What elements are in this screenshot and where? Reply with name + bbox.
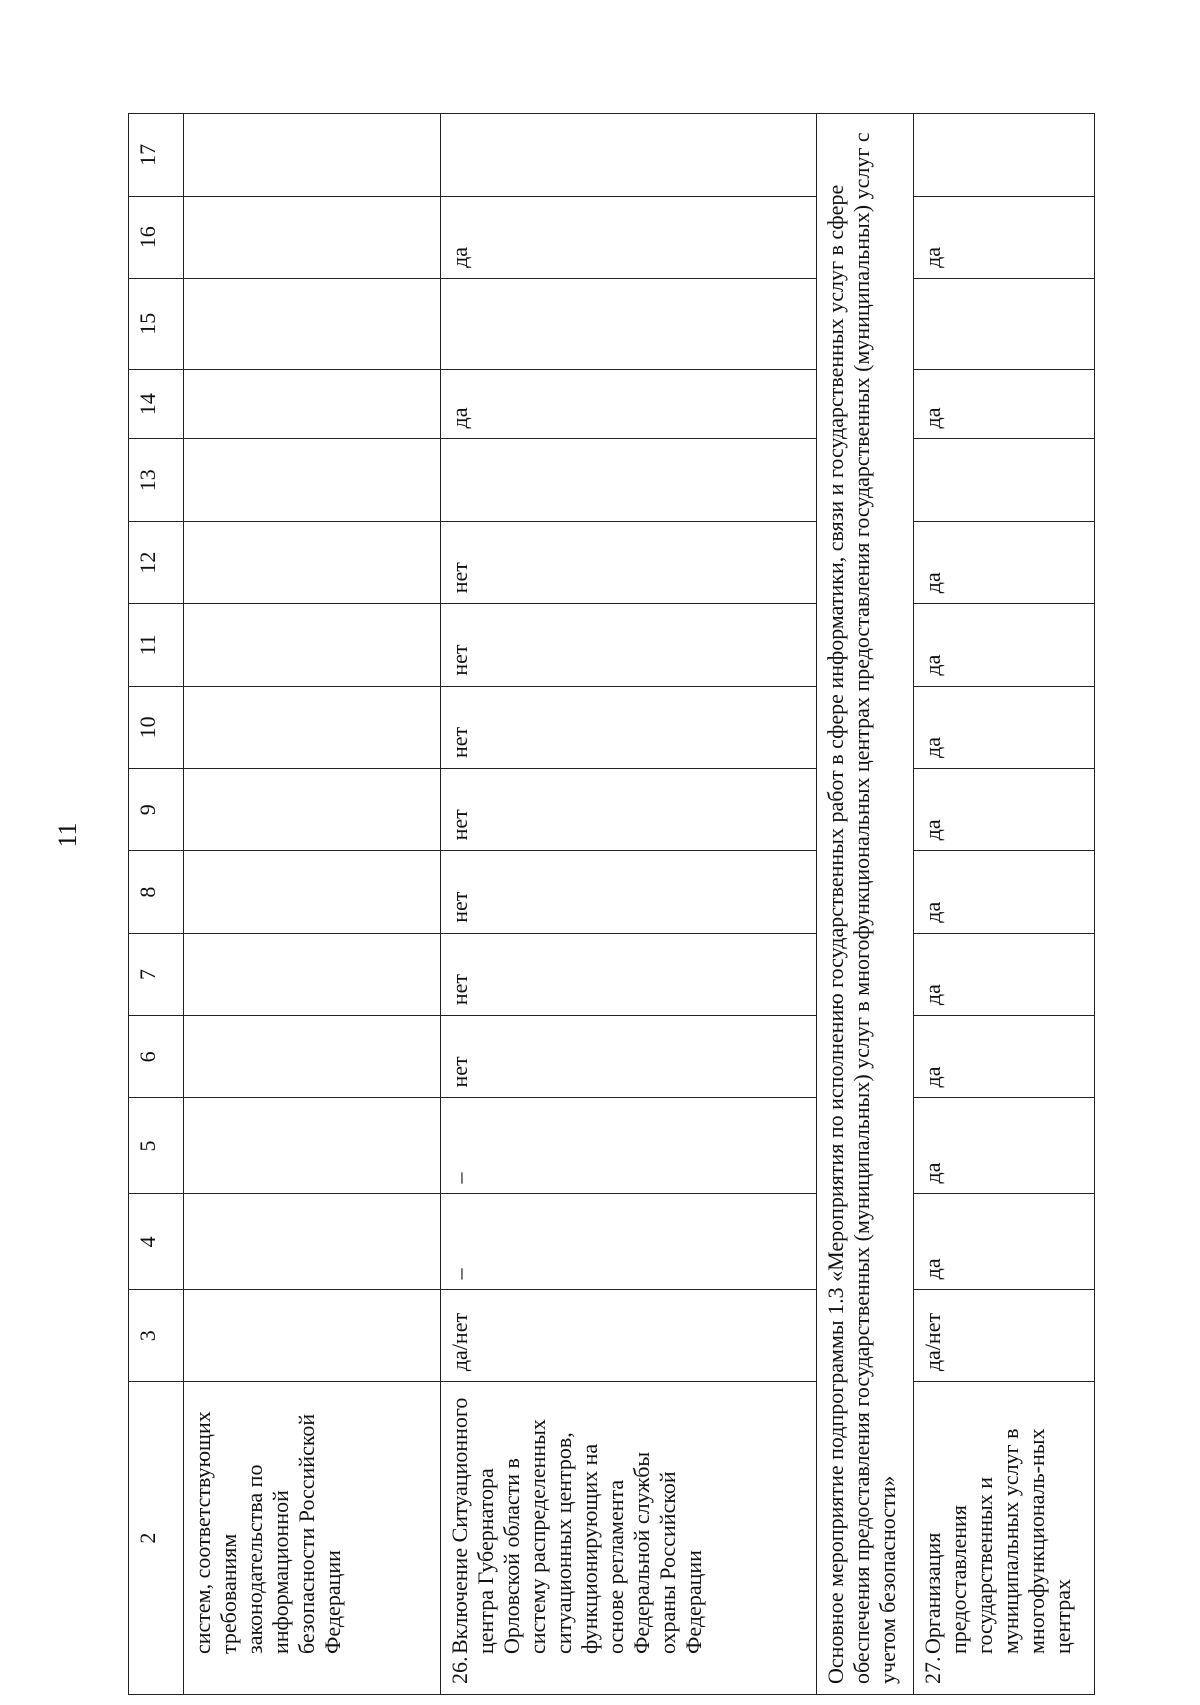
table-cell [914,114,1095,196]
table-cell [914,278,1095,369]
table-cell: да [914,769,1095,851]
table-cell: – [441,1194,817,1290]
table-cell: да [914,1098,1095,1194]
header-cell: 10 [129,686,184,768]
table-cell: да [441,369,817,439]
table-cell [183,604,440,686]
table-cell: да [914,851,1095,933]
indicator-table [128,40,1095,1695]
table-cell: да [914,1016,1095,1098]
table-cell [183,114,440,196]
table-cell [914,1382,1095,1695]
table-cell: да [914,1194,1095,1290]
table-row-26 [441,41,817,1695]
table-cell [441,1382,817,1695]
table-cell [183,851,440,933]
header-row [129,41,184,1695]
table-cell: да/нет [441,1290,817,1382]
header-cell: 12 [129,521,184,603]
header-cell: 11 [129,604,184,686]
header-cell: 13 [129,439,184,521]
table-cell: нет [441,933,817,1015]
header-cell: 6 [129,1016,184,1098]
row-name: Включение Ситуационного центра Губернатора Орловской области в систему распределенных ситуационных центров, функционирующих на основе регламента Федеральной службы охраны Российской Федерации [447,1397,706,1654]
table-cell: да [914,521,1095,603]
table-row [183,41,440,1695]
header-cell: 2 [129,1382,184,1695]
table-cell [183,686,440,768]
header-cell: 8 [129,851,184,933]
table-cell: да [914,604,1095,686]
table-cell [914,439,1095,521]
section-row [816,41,914,1695]
header-cell: 15 [129,278,184,369]
table-cell: нет [441,604,817,686]
header-cell: 3 [129,1290,184,1382]
row-number: 26. [447,1656,473,1684]
table-cell [183,1194,440,1290]
table-cell: да [441,196,817,278]
table-cell: нет [441,851,817,933]
page-number: 11 [53,822,82,848]
table-cell [183,1098,440,1194]
table-cell [183,369,440,439]
table-cell: нет [441,769,817,851]
table-cell [441,278,817,369]
row-name: Организация предоставления государственных и муниципальных услуг в многофункциональ-ных центрах [920,1428,1076,1654]
section-title: Основное мероприятие подпрограммы 1.3 «Мероприятия по исполнению государственных работ в сфере информатики, связи и государственных услуг в сфере обеспечения предоставления государственных (муниципальных) услуг в многофункциональных центрах предоставления государственных (муниципальных) услуг с учетом безопасности» [816,114,914,1695]
table-cell: да [914,686,1095,768]
row-number: 27. [920,1656,946,1684]
rotated-table-container [128,40,1095,1695]
header-cell: 9 [129,769,184,851]
header-cell: 4 [129,1194,184,1290]
table-cell: нет [441,1016,817,1098]
table-cell: да/нет [914,1290,1095,1382]
header-cell: 5 [129,1098,184,1194]
table-cell [183,439,440,521]
table-cell: нет [441,521,817,603]
table-cell [183,933,440,1015]
table-cell [183,278,440,369]
header-cell: 7 [129,933,184,1015]
table-cell: да [914,933,1095,1015]
table-cell [441,114,817,196]
header-cell: 16 [129,196,184,278]
table-cell [183,769,440,851]
table-cell: – [441,1098,817,1194]
table-cell [441,439,817,521]
table-cell: да [914,369,1095,439]
table-cell [183,1290,440,1382]
table-cell [183,1382,440,1695]
table-row-27 [914,41,1095,1695]
table-cell [183,521,440,603]
table-cell: да [914,196,1095,278]
table-cell [183,1016,440,1098]
row-continuation-text: систем, соответствующих требованиям законодательства по информационной безопасности Российской Федерации [189,1411,345,1654]
table-cell: нет [441,686,817,768]
header-cell: 14 [129,369,184,439]
table-cell [183,196,440,278]
header-cell: 17 [129,114,184,196]
